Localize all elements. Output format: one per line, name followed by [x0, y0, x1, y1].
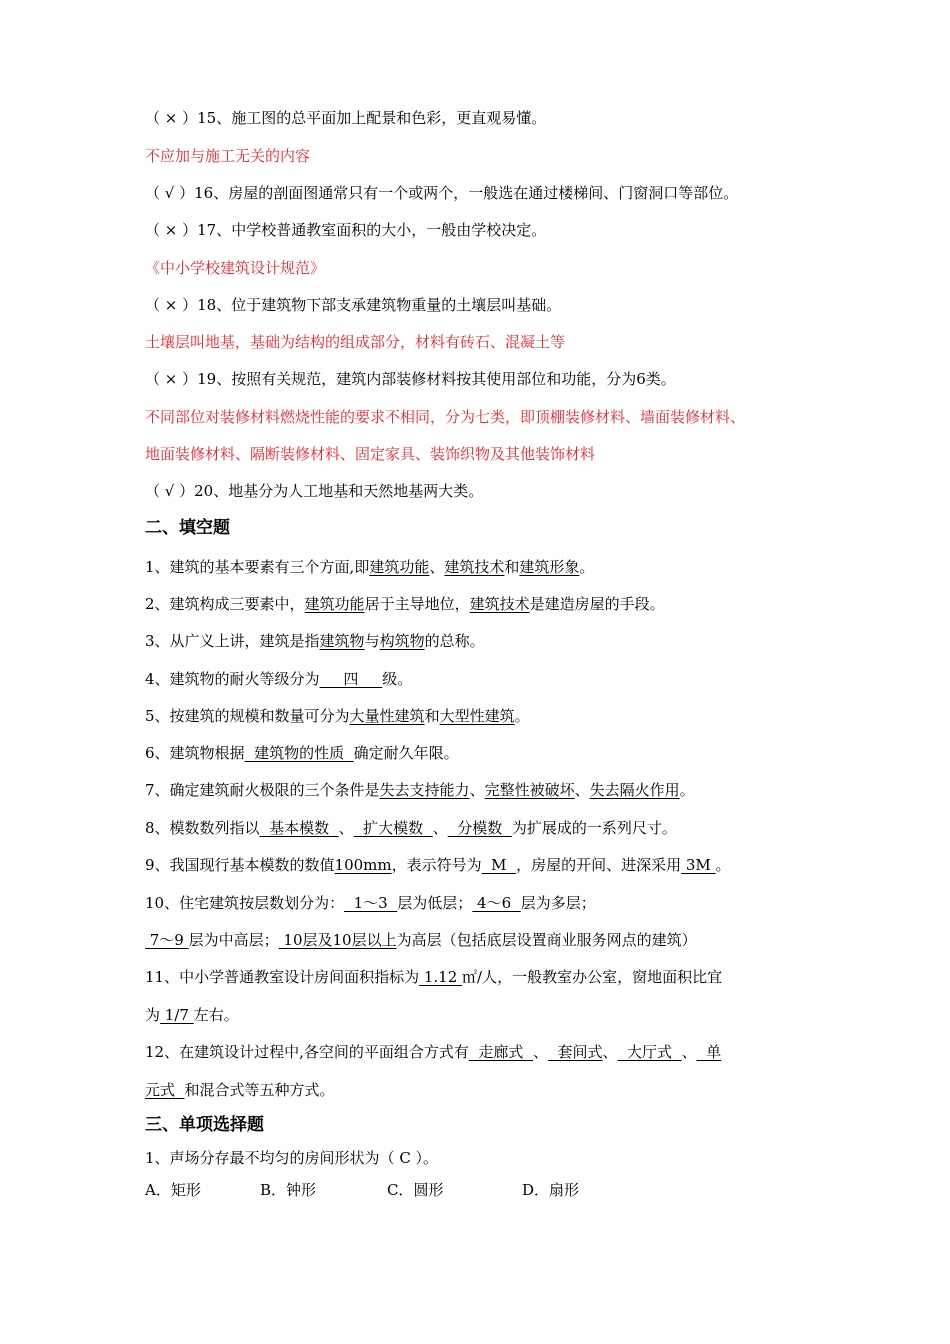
question-text: 17、中学校普通教室面积的大小，一般由学校决定。 — [197, 221, 547, 239]
choice-question-1: 1、声场分存最不均匀的房间形状为（ C ）。 — [145, 1149, 439, 1167]
option-d: D．扇形 — [522, 1181, 580, 1199]
answer-blank: 1.12 — [419, 968, 463, 986]
judgement-20 — [145, 481, 845, 501]
fill-question-3: 3、从广义上讲，建筑是指建筑物与构筑物的总称。 — [145, 632, 485, 650]
section-heading-single-choice: 三、单项选择题 — [145, 1115, 264, 1135]
judgement-16 — [145, 183, 845, 203]
answer-mark: （ √ ） — [145, 184, 195, 202]
judgement-15 — [145, 108, 845, 128]
answer-blank: 建筑物 — [319, 632, 365, 650]
question-text: 16、房屋的剖面图通常只有一个或两个，一般选在通过楼梯间、门窗洞口等部位。 — [194, 184, 739, 202]
answer-mark: （ × ） — [145, 296, 198, 314]
answer-blank: 7～9 — [145, 931, 189, 949]
fill-question-1: 1、建筑的基本要素有三个方面,即建筑功能、建筑技术和建筑形象。 — [145, 558, 595, 576]
fill-question-12-line2: 元式 和混合式等五种方式。 — [145, 1081, 335, 1099]
option-b: B．钟形 — [260, 1181, 317, 1199]
answer-blank: 建筑形象 — [519, 558, 580, 576]
question-text: 19、按照有关规范，建筑内部装修材料按其使用部位和功能，分为6类。 — [197, 370, 676, 388]
answer-blank: 1/7 — [160, 1006, 194, 1024]
judgement-18 — [145, 295, 845, 315]
answer-blank: 套间式 — [547, 1043, 603, 1061]
answer-blank: 大厅式 — [617, 1043, 682, 1061]
answer-mark: （ × ） — [145, 221, 198, 239]
answer-blank: 失去隔火作用 — [589, 781, 680, 799]
explanation-17: 《中小学校建筑设计规范》 — [145, 259, 326, 277]
answer-blank: 大量性建筑 — [349, 707, 425, 725]
fill-question-5: 5、按建筑的规模和数量可分为大量性建筑和大型性建筑。 — [145, 707, 530, 725]
answer-blank: 建筑技术 — [444, 558, 505, 576]
answer-blank: 元式 — [145, 1081, 185, 1099]
explanation-15: 不应加与施工无关的内容 — [145, 147, 311, 165]
option-a: A．矩形 — [145, 1181, 201, 1199]
fill-question-11-line2: 为 1/7 左右。 — [145, 1006, 239, 1024]
answer-blank: M — [481, 856, 517, 874]
judgement-17 — [145, 220, 845, 240]
section-heading-fill-in: 二、填空题 — [145, 518, 230, 538]
fill-question-4: 4、建筑物的耐火等级分为 四 级。 — [145, 670, 413, 688]
judgement-19 — [145, 369, 845, 389]
fill-question-6: 6、建筑物根据 建筑物的性质 确定耐久年限。 — [145, 744, 459, 762]
explanation-19-line1: 不同部位对装修材料燃烧性能的要求不相同，分为七类，即顶棚装修材料、墙面装修材料、 — [145, 408, 746, 426]
fill-question-7: 7、确定建筑耐火极限的三个条件是失去支持能力、完整性被破坏、失去隔火作用。 — [145, 781, 695, 799]
answer-blank: 4～6 — [472, 894, 521, 912]
answer-blank: 建筑功能 — [369, 558, 430, 576]
answer-blank: 四 — [319, 670, 383, 688]
fill-question-9: 9、我国现行基本模数的数值100mm，表示符号为 M ，房屋的开间、进深采用 3M 。 — [145, 856, 731, 874]
answer-blank: 完整性被破坏 — [484, 781, 575, 799]
answer-blank: 1～3 — [344, 894, 398, 912]
answer-blank: 分模数 — [447, 819, 512, 837]
answer-mark: （ × ） — [145, 370, 198, 388]
answer-mark: （ √ ） — [145, 482, 195, 500]
answer-blank: 建筑功能 — [304, 595, 365, 613]
fill-question-2: 2、建筑构成三要素中，建筑功能居于主导地位，建筑技术是建造房屋的手段。 — [145, 595, 665, 613]
question-text: 18、位于建筑物下部支承建筑物重量的土壤层叫基础。 — [197, 296, 562, 314]
answer-blank: 建筑技术 — [469, 595, 530, 613]
explanation-18: 土壤层叫地基，基础为结构的组成部分，材料有砖石、混凝土等 — [145, 333, 566, 351]
question-text: 15、施工图的总平面加上配景和色彩，更直观易懂。 — [197, 109, 547, 127]
explanation-19-line2: 地面装修材料、隔断装修材料、固定家具、装饰织物及其他装饰材料 — [145, 445, 596, 463]
option-c: C．圆形 — [387, 1181, 444, 1199]
choice-options — [145, 1180, 845, 1200]
answer-blank: 10层及10层以上 — [278, 931, 397, 949]
answer-blank: 100mm — [334, 856, 392, 874]
answer-blank: 构筑物 — [379, 632, 425, 650]
answer-blank: 单 — [696, 1043, 722, 1061]
question-text: 20、地基分为人工地基和天然地基两大类。 — [194, 482, 484, 500]
answer-blank: 3M — [681, 856, 716, 874]
answer-blank: 建筑物的性质 — [244, 744, 354, 762]
fill-question-10-line1: 10、住宅建筑按层数划分为： 1～3 层为低层； 4～6 层为多层； — [145, 894, 596, 912]
fill-question-10-line2: 7～9 层为中高层； 10层及10层以上为高层（包括底层设置商业服务网点的建筑） — [145, 931, 697, 949]
answer-mark: （ × ） — [145, 109, 198, 127]
answer-blank: 基本模数 — [259, 819, 339, 837]
answer-blank: 走廊式 — [468, 1043, 533, 1061]
answer-blank: 扩大模数 — [353, 819, 433, 837]
fill-question-12-line1: 12、在建筑设计过程中,各空间的平面组合方式有 走廊式 、 套间式、 大厅式 、 单 — [145, 1043, 722, 1061]
fill-question-8: 8、模数数列指以 基本模数 、 扩大模数 、 分模数 为扩展成的一系列尺寸。 — [145, 819, 677, 837]
answer-blank: 失去支持能力 — [379, 781, 470, 799]
answer-blank: 大型性建筑 — [439, 707, 515, 725]
fill-question-11-line1: 11、中小学普通教室设计房间面积指标为 1.12 ㎡/人，一般教室办公室，窗地面积比宜 — [145, 968, 723, 986]
